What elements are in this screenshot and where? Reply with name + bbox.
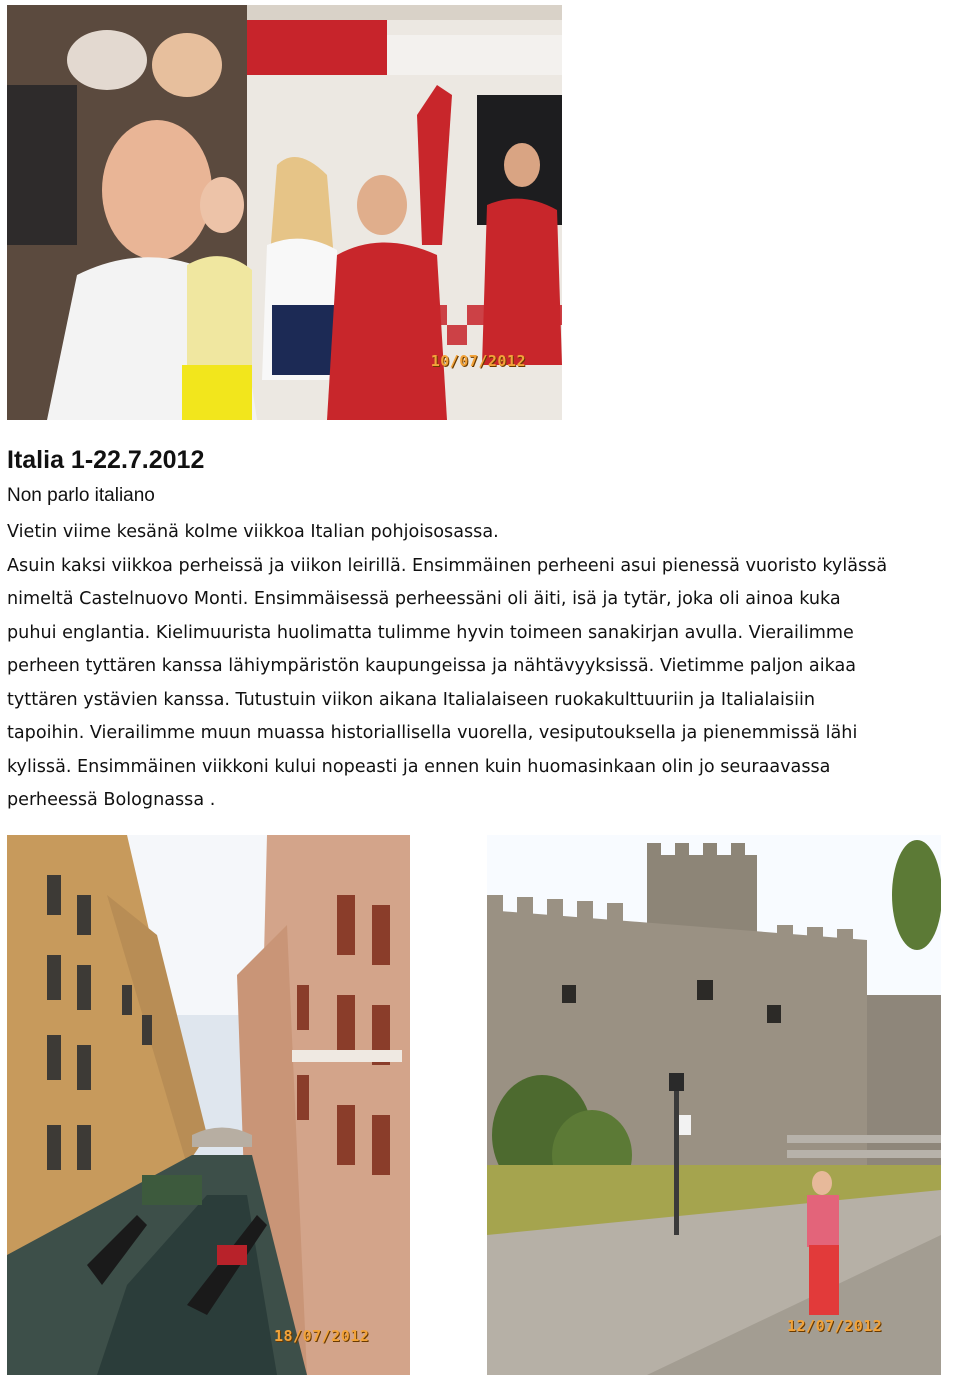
body-line: kylissä. Ensimmäinen viikkoni kului nopeasti ja ennen kuin huomasinkaan olin jo seuraavassa bbox=[7, 756, 831, 777]
article-body bbox=[7, 516, 960, 818]
photo-venice-canal bbox=[7, 835, 410, 1375]
photo-castle bbox=[487, 835, 941, 1375]
castle-illustration bbox=[487, 835, 941, 1375]
body-line: Asuin kaksi viikkoa perheissä ja viikon leirillä. Ensimmäinen perheeni asui pienessä vuoristo kylässä bbox=[7, 555, 888, 576]
body-line: perheessä Bolognassa . bbox=[7, 790, 216, 810]
venice-date-stamp: 18/07/2012 bbox=[274, 1327, 370, 1345]
f1-date-stamp: 10/07/2012 bbox=[430, 352, 526, 370]
body-line: perheen tyttären kanssa lähiympäristön kaupungeissa ja nähtävyyksissä. Vietimme paljon aikaa bbox=[7, 656, 857, 676]
article-title: Italia 1-22.7.2012 bbox=[7, 446, 205, 474]
body-line: tyttären ystävien kanssa. Tutustuin viikon aikana Italialaiseen ruokakulttuuriin ja Italialaisiin bbox=[7, 689, 815, 710]
body-line: tapoihin. Vierailimme muun muassa historiallisella vuorella, vesiputouksella ja pienemmissä lähi bbox=[7, 723, 858, 743]
article-subtitle: Non parlo italiano bbox=[7, 485, 155, 506]
body-line: nimeltä Castelnuovo Monti. Ensimmäisessä perheessäni oli äiti, isä ja tytär, joka oli ainoa kuka bbox=[7, 589, 841, 609]
body-line: Vietin viime kesänä kolme viikkoa Italian pohjoisosassa. bbox=[7, 522, 499, 542]
castle-date-stamp: 12/07/2012 bbox=[787, 1317, 883, 1335]
body-line: puhui englantia. Kielimuurista huolimatta tulimme hyvin toimeen sanakirjan avulla. Vierailimme bbox=[7, 622, 854, 643]
photo-f1-poster bbox=[7, 5, 562, 420]
venice-canal-illustration bbox=[7, 835, 410, 1375]
